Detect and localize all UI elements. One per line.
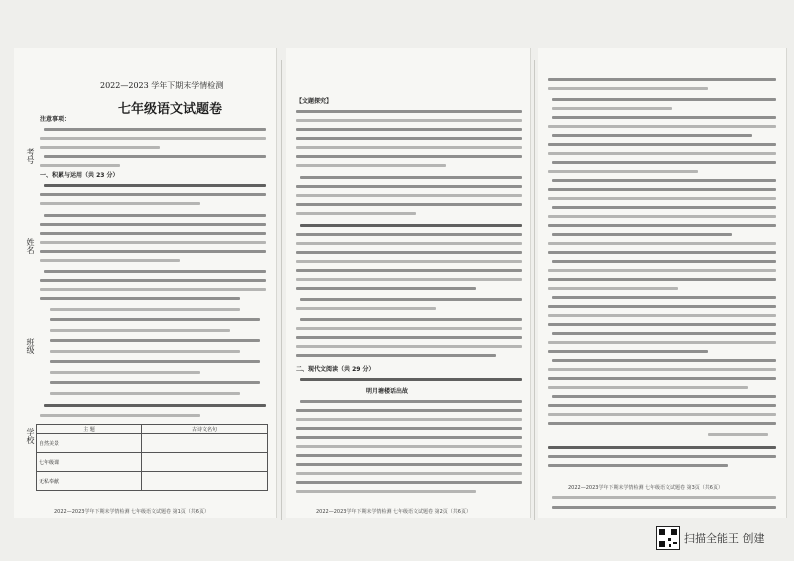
text-line	[552, 296, 776, 299]
text-line	[548, 152, 776, 155]
text-line	[296, 287, 476, 290]
text-line	[548, 287, 678, 290]
table-row-label: 无私奉献	[37, 472, 142, 491]
text-line	[296, 146, 522, 149]
text-line	[548, 305, 776, 308]
text-line	[548, 278, 776, 281]
text-line	[296, 137, 522, 140]
text-line	[548, 323, 776, 326]
page-footer: 2022—2023学年下期末学情检测 七年级语文试题卷 第2页（共6页）	[316, 509, 471, 515]
text-line	[296, 194, 522, 197]
text-line	[548, 404, 776, 407]
text-line	[548, 350, 708, 353]
exam-page-1	[14, 48, 277, 518]
text-line	[296, 463, 522, 466]
text-line	[296, 185, 522, 188]
text-line	[548, 386, 748, 389]
text-line	[296, 278, 522, 281]
school-label: 学校	[26, 428, 35, 444]
text-line	[40, 250, 266, 253]
text-line	[296, 418, 522, 421]
text-line	[552, 506, 776, 509]
name-label: 姓名	[26, 238, 35, 254]
text-line	[552, 116, 776, 119]
text-line	[50, 339, 260, 342]
text-line	[40, 414, 200, 417]
table-header-topic: 主 题	[37, 425, 142, 434]
text-line	[40, 288, 266, 291]
reading-subheading: 【文题探究】	[296, 98, 333, 105]
text-line	[296, 354, 496, 357]
page-divider	[281, 60, 282, 520]
text-line	[40, 241, 266, 244]
text-line	[300, 224, 522, 227]
exam-title: 2022—2023 学年下期末学情检测	[100, 81, 224, 90]
text-line	[296, 155, 522, 158]
text-line	[40, 137, 266, 140]
exam-page-2	[286, 48, 531, 518]
text-line	[40, 202, 200, 205]
text-line	[548, 251, 776, 254]
text-line	[300, 298, 522, 301]
text-line	[44, 128, 266, 131]
text-line	[548, 413, 776, 416]
text-line	[296, 128, 522, 131]
poetry-table	[36, 424, 268, 491]
table-row-label: 七年级课	[37, 453, 142, 472]
text-line	[548, 188, 776, 191]
text-line	[300, 378, 522, 381]
text-line	[296, 345, 522, 348]
text-line	[552, 206, 776, 209]
text-line	[40, 232, 266, 235]
text-line	[296, 251, 522, 254]
text-line	[40, 193, 266, 196]
exam-number-label: 考号	[26, 148, 35, 164]
text-line	[40, 259, 180, 262]
text-line	[548, 446, 776, 449]
text-line	[50, 381, 260, 384]
table-row-label: 自然美景	[37, 434, 142, 453]
text-line	[44, 155, 266, 158]
text-line	[40, 279, 266, 282]
text-line	[296, 327, 522, 330]
text-line	[296, 445, 522, 448]
text-line	[296, 472, 522, 475]
text-line	[296, 269, 522, 272]
text-line	[552, 260, 776, 263]
text-line	[548, 215, 776, 218]
text-line	[548, 125, 776, 128]
text-line	[548, 314, 776, 317]
text-line	[552, 161, 776, 164]
text-line	[552, 496, 776, 499]
text-line	[44, 270, 266, 273]
text-line	[552, 98, 776, 101]
text-line	[50, 360, 260, 363]
text-line	[552, 395, 776, 398]
text-line	[552, 233, 732, 236]
text-line	[548, 143, 776, 146]
text-line	[296, 490, 476, 493]
text-line	[40, 223, 266, 226]
text-line	[296, 164, 446, 167]
text-line	[44, 184, 266, 187]
text-line	[296, 481, 522, 484]
text-line	[296, 336, 522, 339]
text-line	[50, 308, 240, 311]
text-line	[50, 371, 200, 374]
text-line	[44, 404, 266, 407]
text-line	[548, 197, 776, 200]
text-line	[40, 164, 120, 167]
text-line	[50, 350, 240, 353]
text-line	[296, 436, 522, 439]
qr-code-icon	[656, 526, 680, 550]
text-line	[296, 233, 522, 236]
part2-heading: 二、现代文阅读（共 29 分）	[296, 366, 375, 373]
table-header-lines: 古诗文名句	[142, 425, 268, 434]
text-line	[300, 400, 522, 403]
text-line	[548, 422, 776, 425]
text-line	[40, 297, 240, 300]
text-line	[548, 377, 776, 380]
text-line	[548, 368, 776, 371]
text-line	[296, 203, 522, 206]
page-divider	[534, 60, 535, 520]
text-line	[548, 170, 698, 173]
text-line	[548, 341, 776, 344]
page-footer: 2022—2023学年下期末学情检测 七年级语文试题卷 第1页（共6页）	[54, 509, 209, 515]
text-line	[296, 454, 522, 457]
text-line	[548, 242, 776, 245]
passage-title: 明月塘楼话出故	[366, 388, 409, 395]
text-line	[708, 433, 768, 436]
text-line	[548, 269, 776, 272]
text-line	[50, 329, 230, 332]
text-line	[296, 110, 522, 113]
text-line	[548, 455, 776, 458]
text-line	[296, 427, 522, 430]
text-line	[296, 212, 416, 215]
text-line	[548, 87, 708, 90]
text-line	[296, 242, 522, 245]
part1-heading: 一、积累与运用（共 23 分）	[40, 172, 119, 179]
text-line	[300, 176, 522, 179]
text-line	[50, 392, 240, 395]
text-line	[296, 307, 436, 310]
text-line	[296, 409, 522, 412]
text-line	[548, 78, 776, 81]
notice-heading: 注意事项：	[40, 116, 71, 123]
text-line	[300, 318, 522, 321]
class-label: 班级	[26, 338, 35, 354]
text-line	[296, 260, 522, 263]
text-line	[548, 464, 728, 467]
text-line	[296, 119, 522, 122]
text-line	[552, 332, 776, 335]
text-line	[552, 107, 672, 110]
page-footer: 2022—2023学年下期末学情检测 七年级语文试题卷 第3页（共6页）	[568, 485, 723, 491]
text-line	[552, 179, 776, 182]
text-line	[548, 224, 776, 227]
exam-page-3	[538, 48, 787, 518]
paper-title: 七年级语文试题卷	[118, 102, 223, 117]
text-line	[552, 134, 752, 137]
text-line	[552, 359, 776, 362]
text-line	[50, 318, 260, 321]
text-line	[44, 214, 266, 217]
scanner-watermark: 扫描全能王 创建	[684, 532, 765, 545]
text-line	[40, 146, 160, 149]
